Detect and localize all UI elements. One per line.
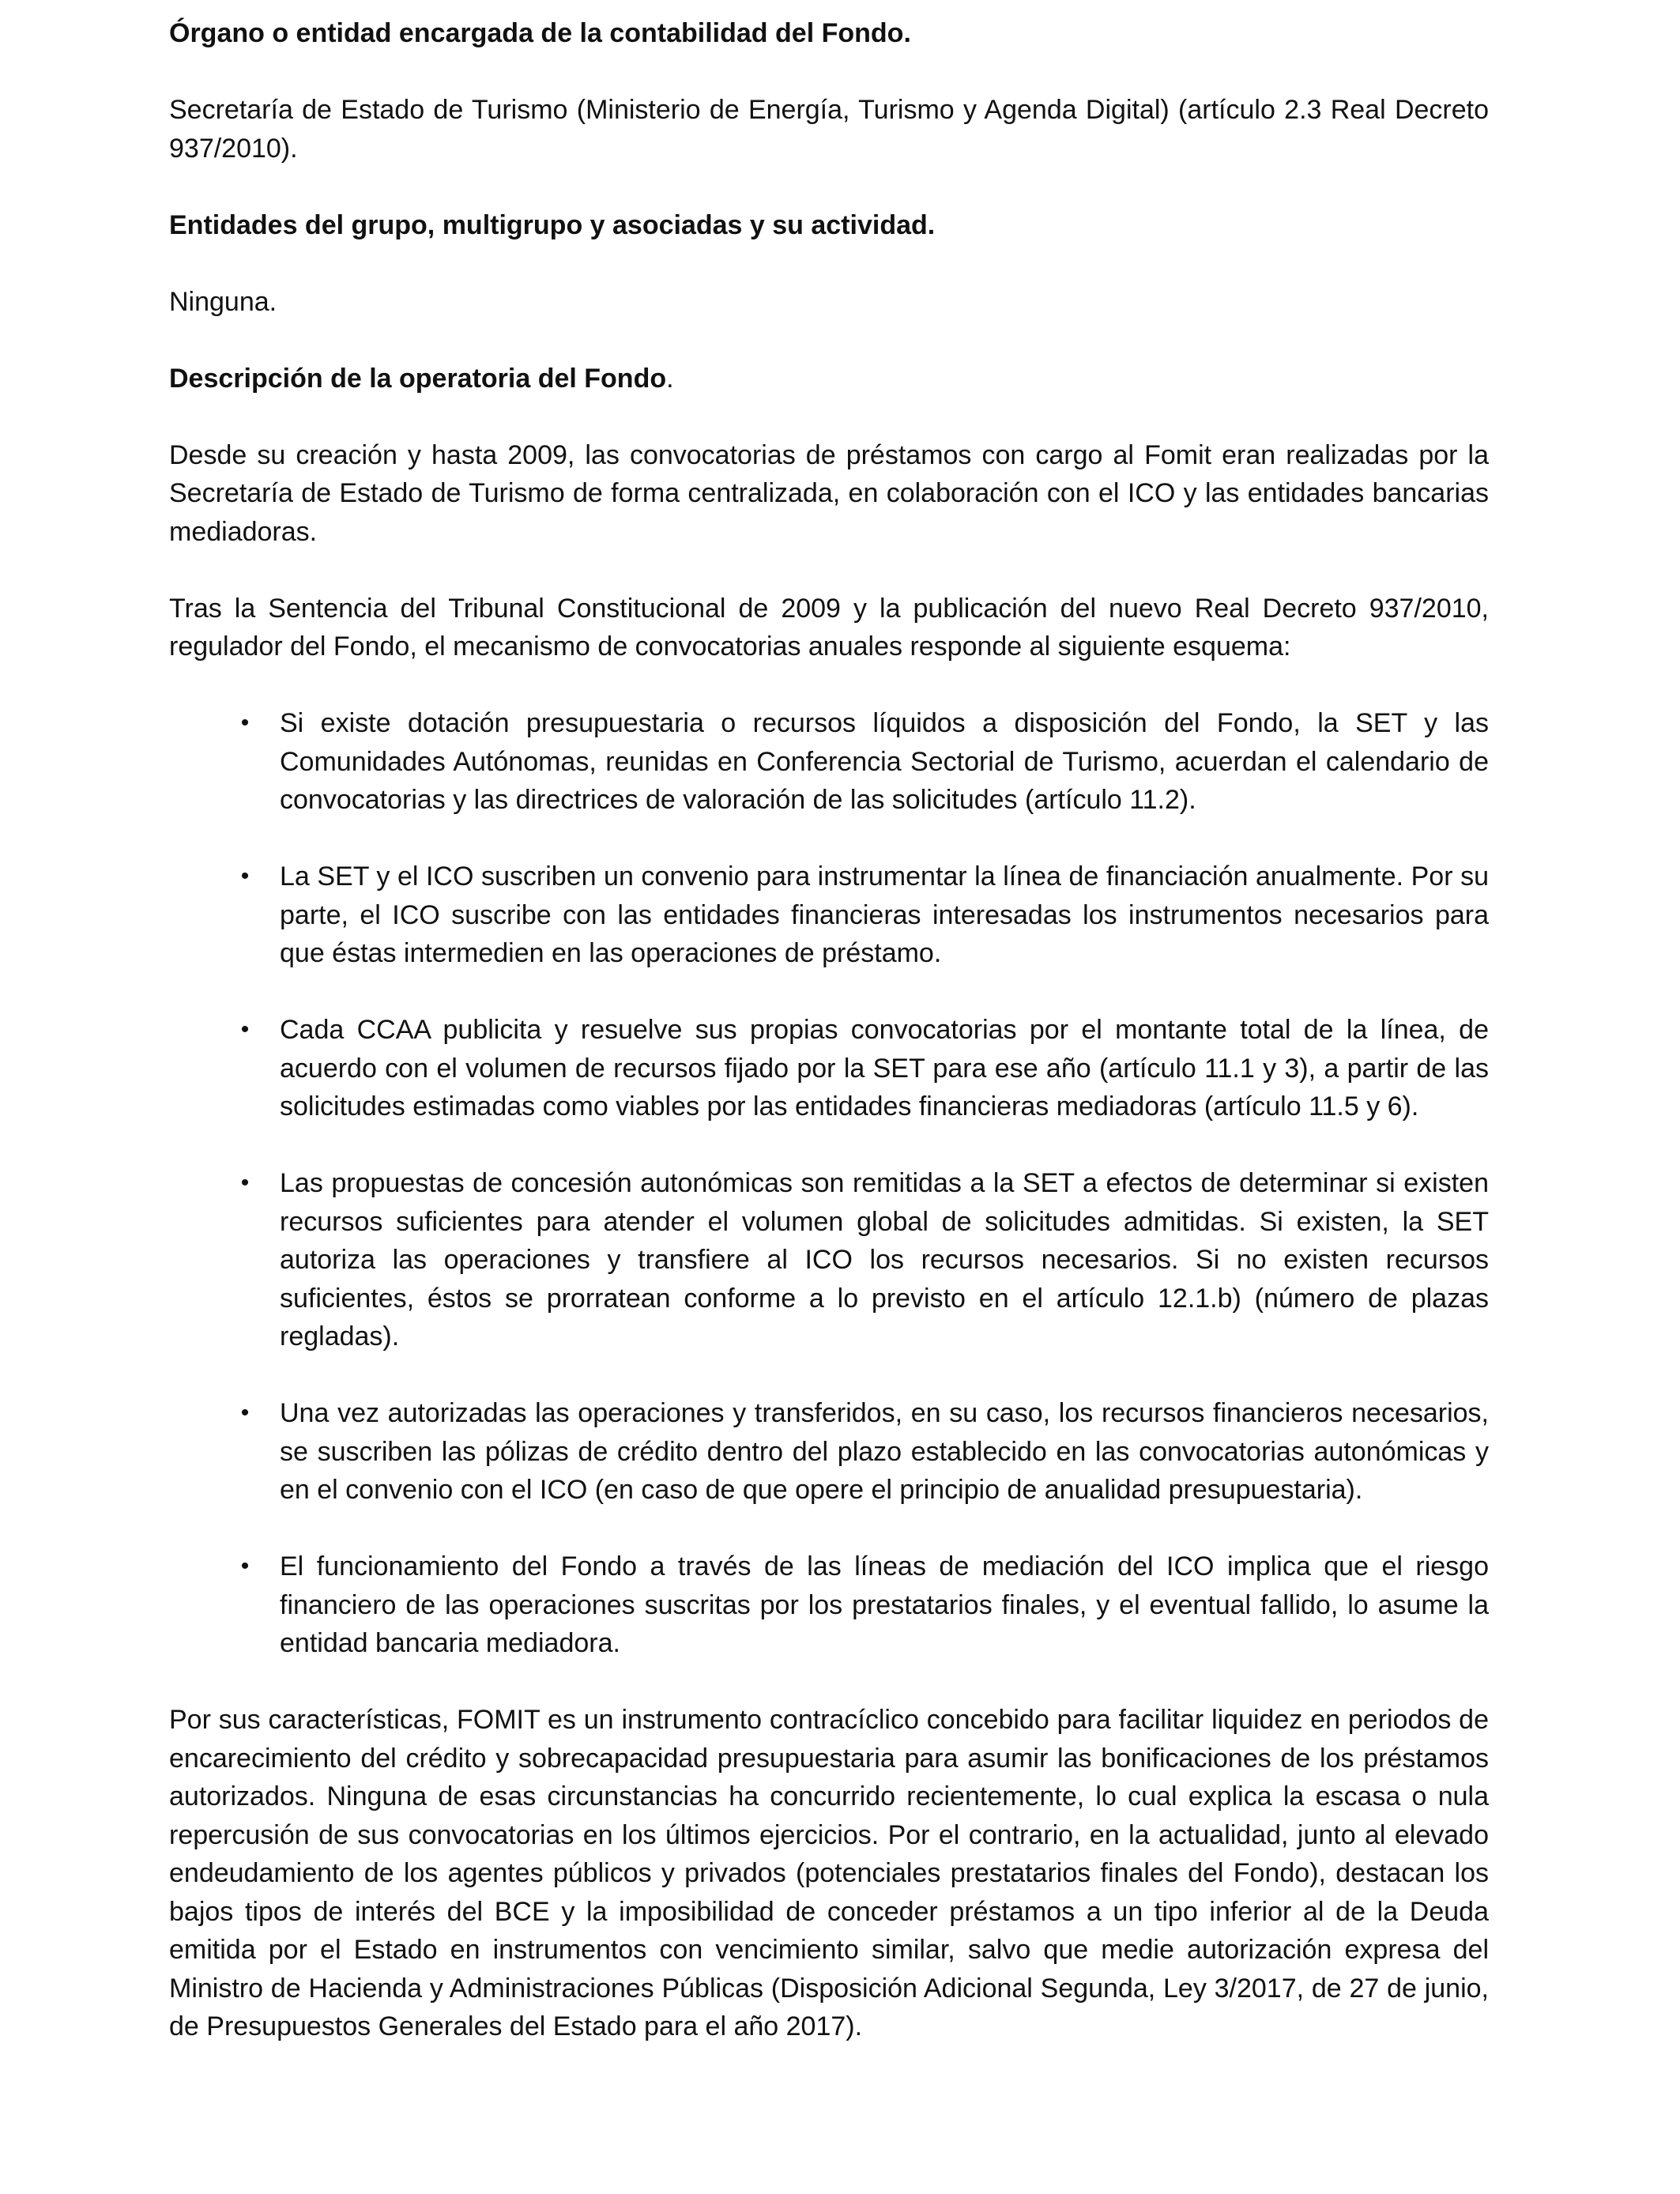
bullet-text: Una vez autorizadas las operaciones y transferidos, en su caso, los recursos financieros necesarios, se suscriben las pólizas de crédito dentro del plazo establecido en las convocatorias autonómicas y en el convenio con el ICO (en caso de que opere el principio de anualidad presupuestaria). [280, 1398, 1489, 1505]
spacer [169, 551, 1489, 590]
bullet-item-6 [169, 1547, 1489, 1663]
heading-organo: Órgano o entidad encargada de la contabilidad del Fondo. [169, 18, 911, 48]
bullet-item-1 [169, 704, 1489, 820]
paragraph-organo: Secretaría de Estado de Turismo (Ministerio de Energía, Turismo y Agenda Digital) (artículo 2.3 Real Decreto 937/2010). [169, 95, 1489, 164]
bullet-item-2 [169, 858, 1489, 973]
bullet-item-3 [169, 1011, 1489, 1126]
bullet-item-4 [169, 1164, 1489, 1356]
spacer [169, 168, 1489, 206]
spacer [169, 666, 1489, 705]
bullet-icon: • [240, 863, 250, 889]
document-page [169, 14, 1489, 2046]
bullet-icon: • [240, 1170, 250, 1196]
paragraph-entidades: Ninguna. [169, 286, 277, 317]
heading-descripcion: Descripción de la operatoria del Fondo [169, 363, 667, 394]
bullet-icon: • [240, 1553, 250, 1579]
paragraph-desde: Desde su creación y hasta 2009, las convocatorias de préstamos con cargo al Fomit eran realizadas por la Secretaría de Estado de Turismo de forma centralizada, en colaboración con el ICO y las entidades bancarias mediadoras. [169, 439, 1489, 547]
spacer [169, 53, 1489, 92]
bullet-icon: • [240, 1400, 250, 1426]
heading-entidades: Entidades del grupo, multigrupo y asociadas y su actividad. [169, 209, 936, 240]
paragraph-final: Por sus características, FOMIT es un instrumento contracíclico concebido para facilitar liquidez en periodos de encarecimiento del crédito y sobrecapacidad presupuestaria para asumir las bonificaciones de los préstamos autorizados. Ninguna de esas circunstancias ha concurrido recientemente, lo cual explica la escasa o nula repercusión de sus convocatorias en los últimos ejercicios. Por el contrario, en la actualidad, junto al elevado endeudamiento de los agentes públicos y privados (potenciales prestatarios finales del Fondo), destacan los bajos tipos de interés del BCE y la imposibilidad de conceder préstamos a un tipo inferior al de la Deuda emitida por el Estado en instrumentos con vencimiento similar, salvo que medie autorización expresa del Ministro de Hacienda y Administraciones Públicas (Disposición Adicional Segunda, Ley 3/2017, de 27 de junio, de Presupuestos Generales del Estado para el año 2017). [169, 1705, 1489, 2041]
spacer [169, 398, 1489, 436]
bullet-text: La SET y el ICO suscriben un convenio para instrumentar la línea de financiación anualmente. Por su parte, el ICO suscribe con las entidades financieras interesadas los instrumentos necesarios para que éstas intermedien en las operaciones de préstamo. [280, 861, 1489, 968]
bullet-item-5 [169, 1394, 1489, 1510]
heading-descripcion-line [169, 360, 1489, 398]
spacer [169, 321, 1489, 360]
bullet-text: Si existe dotación presupuestaria o recursos líquidos a disposición del Fondo, la SET y las Comunidades Autónomas, reunidas en Conferencia Sectorial de Turismo, acuerdan el calendario de convocatorias y las directrices de valoración de las solicitudes (artículo 11.2). [280, 708, 1489, 815]
heading-descripcion-period: . [666, 363, 674, 394]
spacer [169, 244, 1489, 283]
bullet-text: Las propuestas de concesión autonómicas son remitidas a la SET a efectos de determinar si existen recursos suficientes para atender el volumen global de solicitudes admitidas. Si existen, la SET autoriza las operaciones y transfiere al ICO los recursos necesarios. Si no existen recursos suficientes, éstos se prorratean conforme a lo previsto en el artículo 12.1.b) (número de plazas regladas). [280, 1168, 1489, 1351]
paragraph-tras: Tras la Sentencia del Tribunal Constitucional de 2009 y la publicación del nuevo Real Decreto 937/2010, regulador del Fondo, el mecanismo de convocatorias anuales responde al siguiente esquema: [169, 593, 1489, 662]
bullet-icon: • [240, 710, 250, 736]
bullet-text: El funcionamiento del Fondo a través de las líneas de mediación del ICO implica que el riesgo financiero de las operaciones suscritas por los prestatarios finales, y el eventual fallido, lo asume la entidad bancaria mediadora. [280, 1551, 1489, 1658]
bullet-icon: • [240, 1016, 250, 1042]
bullet-list [169, 704, 1489, 1663]
bullet-text: Cada CCAA publicita y resuelve sus propias convocatorias por el montante total de la línea, de acuerdo con el volumen de recursos fijado por la SET para ese año (artículo 11.1 y 3), a partir de las solicitudes estimadas como viables por las entidades financieras mediadoras (artículo 11.5 y 6). [280, 1015, 1489, 1122]
